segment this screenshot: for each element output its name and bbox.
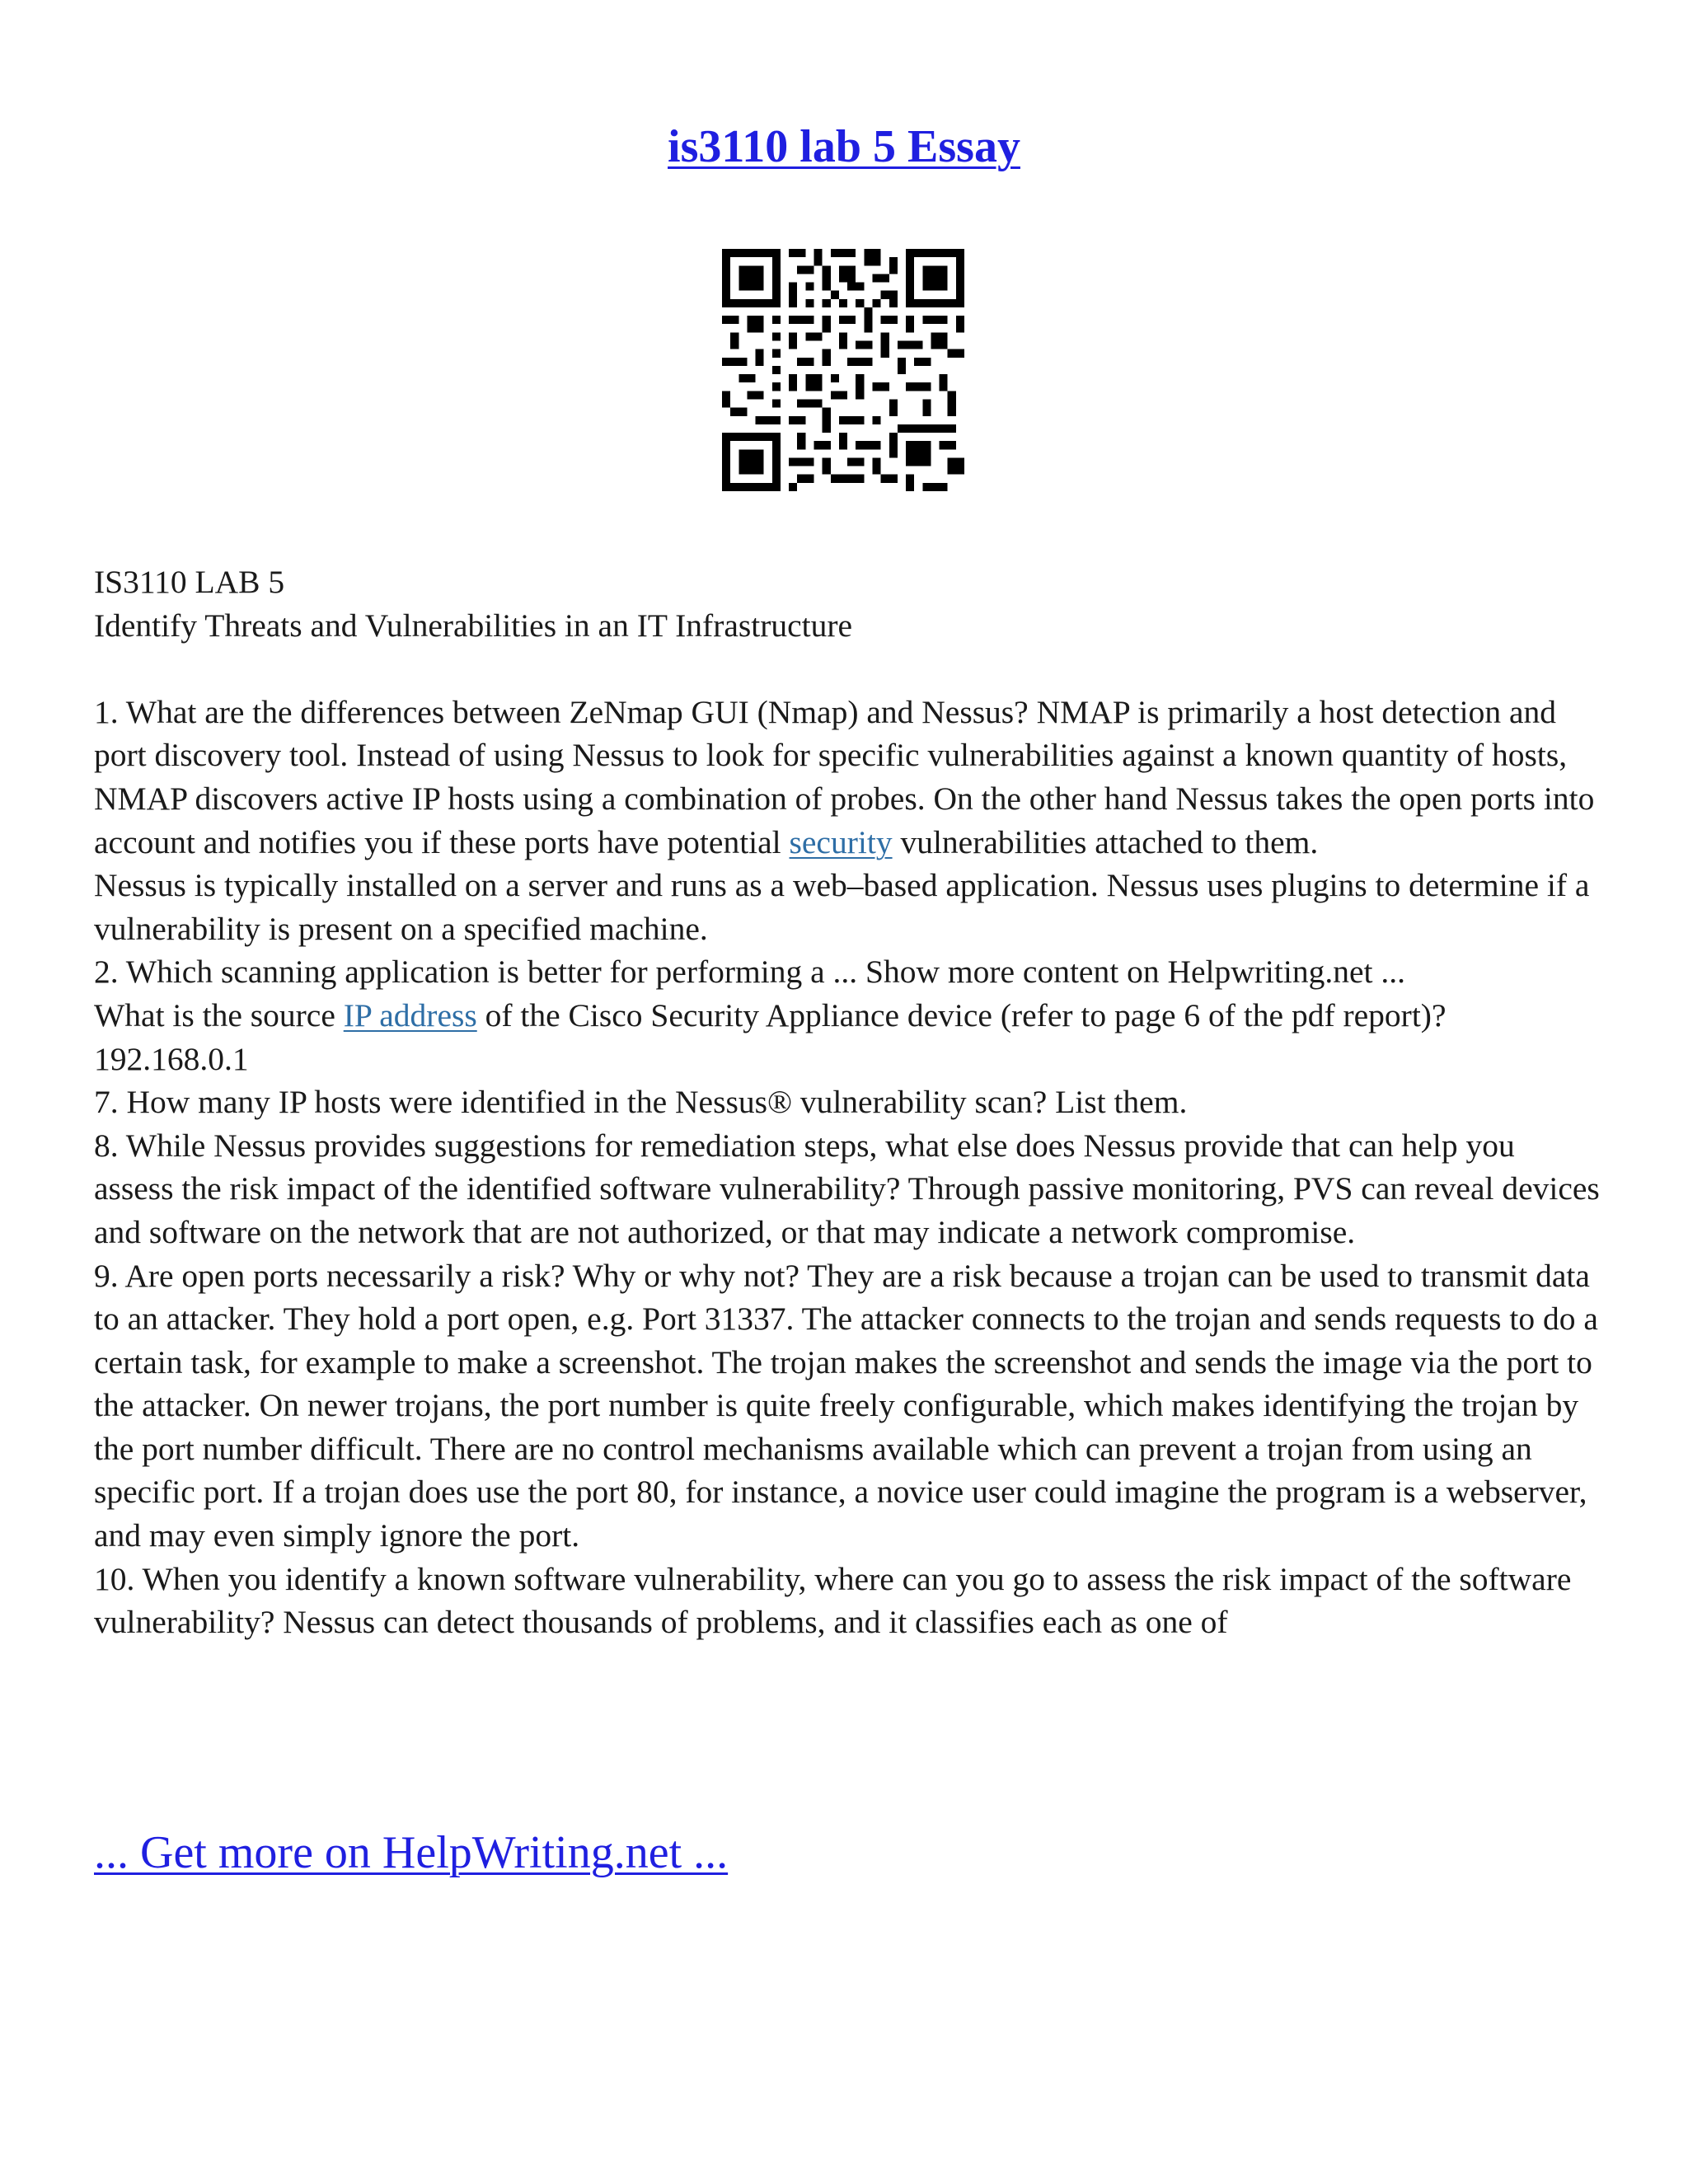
answer-q1 [94,691,1602,864]
answer-q1-tail: vulnerabilities attached to them. [892,823,1319,860]
lab-subheading: Identify Threats and Vulnerabilities in an IT Infrastructure [94,607,853,644]
essay-body [94,560,1602,1644]
source-ip-paragraph [94,994,1602,1080]
source-ip-tail: of the Cisco Security Appliance device (refer to page 6 of the pdf report)? 192.168.0.1 [94,996,1447,1077]
source-ip-pre: What is the source [94,996,344,1033]
question-q2: 2. Which scanning application is better for performing a ... Show more content on Helpwriting.net ... [94,954,1405,991]
answer-q8: 8. While Nessus provides suggestions for remediation steps, what else does Nessus provide that can help you assess the risk impact of the identified software vulnerability? Through passive monitoring, PVS can reveal devices and software on the network that are not authorized, or that may indicate a network compromise. [94,1127,1600,1250]
nessus-install-paragraph: Nessus is typically installed on a server and runs as a web–based application. Nessus uses plugins to determine if a vulnerability is present on a specified machine. [94,867,1590,947]
answer-q1-text: 1. What are the differences between ZeNmap GUI (Nmap) and Nessus? NMAP is primarily a host detection and port discovery tool. Instead of using Nessus to look for specific vulnerabilities against a known quantity of hosts, NMAP discovers active IP hosts using a combination of probes. On the other hand Nessus takes the open ports into account and notifies you if these ports have potential [94,693,1595,860]
footer [94,1820,728,1886]
question-q7: 7. How many IP hosts were identified in the Nessus® vulnerability scan? List them. [94,1084,1188,1121]
get-more-link[interactable]: ... Get more on HelpWriting.net ... [94,1827,729,1878]
qr-code-icon [722,249,964,491]
answer-q9: 9. Are open ports necessarily a risk? Why or why not? They are a risk because a trojan can be used to transmit data to an attacker. They hold a port open, e.g. Port 31337. The attacker connects to the trojan and sends requests to do a certain task, for example to make a screenshot. The trojan makes the screenshot and sends the image via the port to the attacker. On newer trojans, the port number is quite freely configurable, which makes identifying the trojan by the port number difficult. There are no control mechanisms available which can prevent a trojan from using an specific port. If a trojan does use the port 80, for instance, a novice user could imagine the program is a webserver, and may even simply ignore the port. [94,1257,1598,1554]
lab-heading: IS3110 LAB 5 [94,564,285,600]
security-link[interactable]: security [789,823,893,860]
document-title [0,114,1688,180]
paragraph-spacer [94,647,1602,691]
title-link[interactable]: is3110 lab 5 Essay [668,121,1020,172]
ip-address-link[interactable]: IP address [343,996,477,1033]
answer-q10: 10. When you identify a known software vulnerability, where can you go to assess the risk impact of the software vulnerability? Nessus can detect thousands of problems, and it classifies each as one of [94,1560,1572,1641]
